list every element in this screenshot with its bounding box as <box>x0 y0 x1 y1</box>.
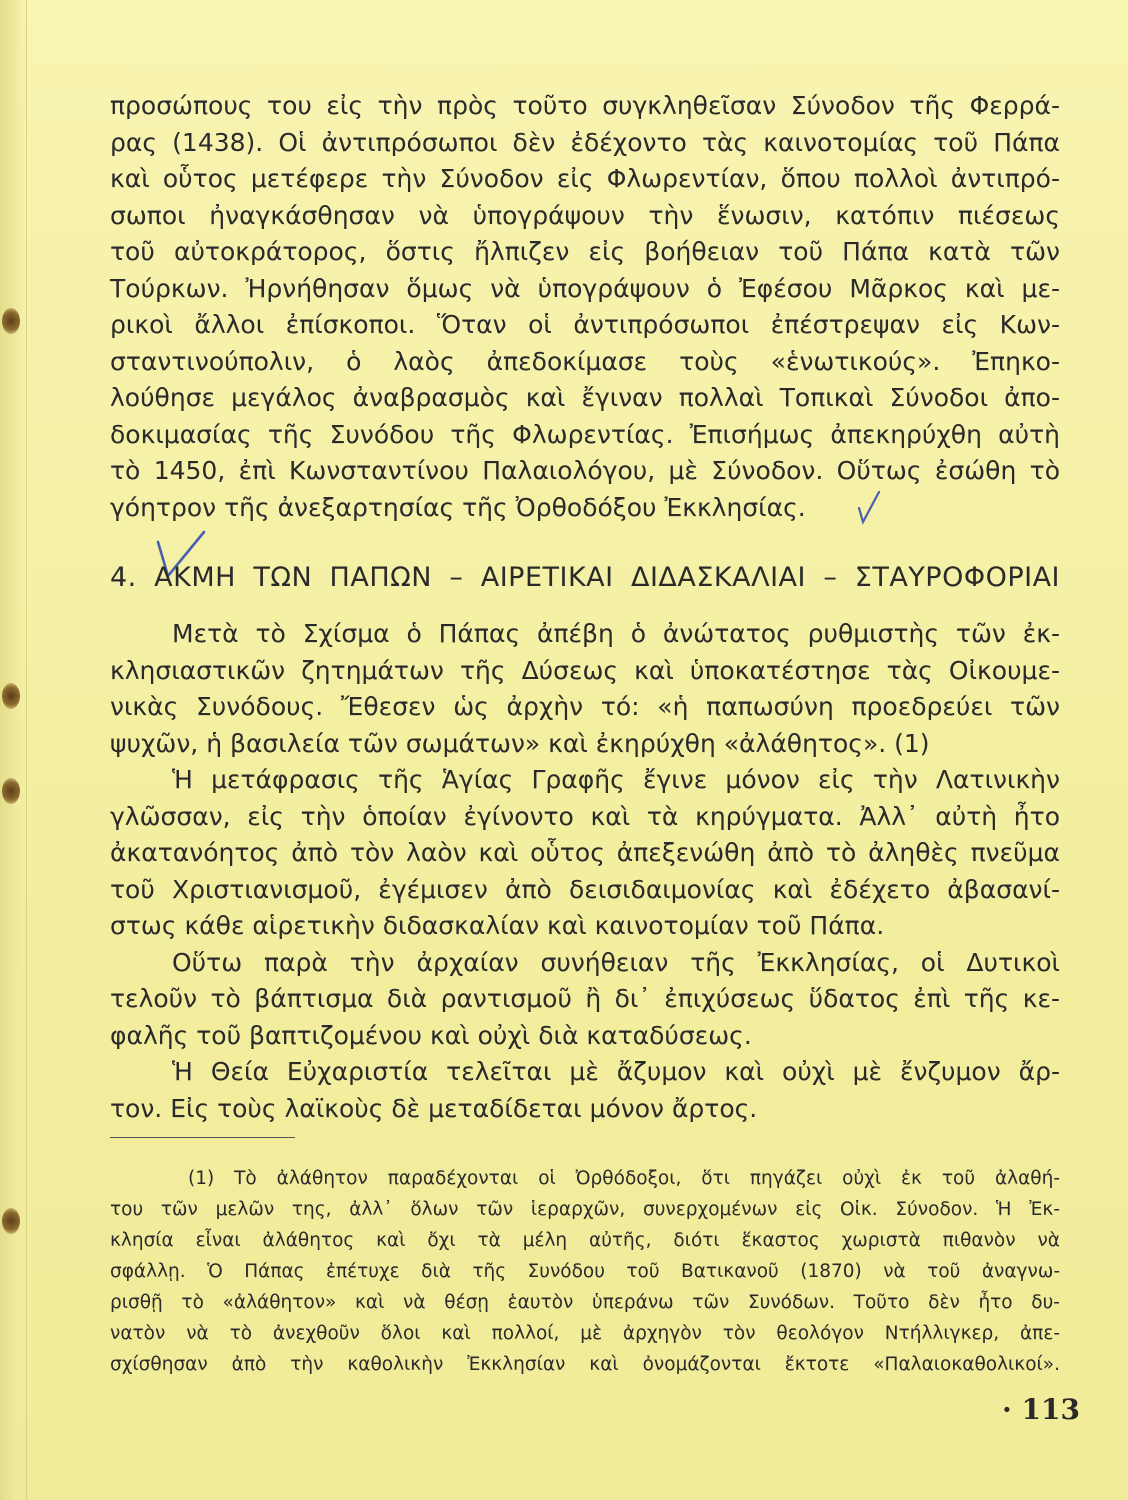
paragraph <box>110 762 1060 945</box>
binding-hole <box>2 1208 20 1234</box>
footnote-line: νατὸν νὰ τὸ ἀνεχθοῦν ὅλοι καὶ πολλοί, μὲ ἀρχηγὸν τὸν θεολόγον Ντήλλιγκερ, ἀπε- <box>110 1323 1060 1344</box>
text-line: ρικοὶ ἄλλοι ἐπίσκοποι. Ὅταν οἱ ἀντιπρόσωποι ἐπέστρεψαν εἰς Κων- <box>110 310 1060 339</box>
text-line: ἀκατανόητος ἀπὸ τὸν λαὸν καὶ οὗτος ἀπεξενώθη ἀπὸ τὸ ἀληθὲς πνεῦμα <box>110 838 1060 867</box>
text-line: φαλῆς τοῦ βαπτιζομένου καὶ οὐχὶ διὰ καταδύσεως. <box>110 1020 752 1050</box>
binding-hole <box>2 778 20 804</box>
text-line: καὶ οὗτος μετέφερε τὴν Σύνοδον εἰς Φλωρεντίαν, ὅπου πολλοὶ ἀντιπρό- <box>110 164 1060 193</box>
paragraph <box>110 945 1060 1055</box>
binding-hole <box>2 683 20 709</box>
footnote-line: του τῶν μελῶν της, ἀλλ᾽ ὅλων τῶν ἱεραρχῶν, συνερχομένων εἰς Οἰκ. Σύνοδον. Ἡ Ἐκ- <box>110 1199 1060 1220</box>
footnote-line: σχίσθησαν ἀπὸ τὴν καθολικὴν Ἐκκλησίαν καὶ ὀνομάζονται ἔκτοτε «Παλαιοκαθολικοί». <box>110 1354 1060 1375</box>
footnote-line: κλησία εἶναι ἀλάθητος καὶ ὄχι τὰ μέλη αὐτῆς, διότι ἕκαστος χωριστὰ πιθανὸν νὰ <box>110 1230 1060 1251</box>
text-line: δοκιμασίας τῆς Συνόδου τῆς Φλωρεντίας. Ἐπισήμως ἀπεκηρύχθη αὐτὴ <box>110 419 1060 449</box>
text-line: τὸ 1450, ἐπὶ Κωνσταντίνου Παλαιολόγου, μὲ Σύνοδον. Οὕτως ἐσώθη τὸ <box>110 456 1060 485</box>
text-line: σωποι ἠναγκάσθησαν νὰ ὑπογράψουν τὴν ἕνωσιν, κατόπιν πιέσεως <box>110 200 1060 230</box>
paragraph <box>110 1054 1060 1127</box>
text-line: νικὰς Συνόδους. Ἔθεσεν ὡς ἀρχὴν τό: «ἡ παπωσύνη προεδρεύει τῶν <box>110 692 1060 721</box>
footnote <box>110 1163 1060 1380</box>
main-text-block <box>110 88 1060 526</box>
text-line: Ἡ Θεία Εὐχαριστία τελεῖται μὲ ἄζυμον καὶ οὐχὶ μὲ ἔνζυμον ἄρ- <box>172 1057 1060 1086</box>
text-line: στως κάθε αἱρετικὴν διδασκαλίαν καὶ καινοτομίαν τοῦ Πάπα. <box>110 911 885 940</box>
text-line: τοῦ αὐτοκράτορος, ὅστις ἤλπιζεν εἰς βοήθειαν τοῦ Πάπα κατὰ τῶν <box>110 237 1060 266</box>
text-line: ρας (1438). Οἱ ἀντιπρόσωποι δὲν ἐδέχοντο τὰς καινοτομίας τοῦ Πάπα <box>110 127 1060 157</box>
text-line: προσώπους του εἰς τὴν πρὸς τοῦτο συγκληθεῖσαν Σύνοδον τῆς Φερρά- <box>110 91 1060 120</box>
paragraph <box>110 616 1060 762</box>
text-line: τον. Εἰς τοὺς λαϊκοὺς δὲ μεταδίδεται μόνον ἄρτος. <box>110 1093 758 1123</box>
footnote-line: (1) Τὸ ἀλάθητον παραδέχονται οἱ Ὀρθόδοξοι, ὅτι πηγάζει οὐχὶ ἐκ τοῦ ἀλαθή- <box>188 1168 1060 1189</box>
text-line: Τούρκων. Ἠρνήθησαν ὅμως νὰ ὑπογράψουν ὁ Ἐφέσου Μᾶρκος καὶ με- <box>110 273 1060 303</box>
text-line: κλησιαστικῶν ζητημάτων τῆς Δύσεως καὶ ὑποκατέστησε τὰς Οἰκουμε- <box>110 655 1060 685</box>
text-line: γλῶσσαν, εἰς τὴν ὁποίαν ἐγίνοντο καὶ τὰ κηρύγματα. Ἀλλ᾽ αὐτὴ ἦτο <box>110 801 1060 831</box>
text-line: τελοῦν τὸ βάπτισμα διὰ ραντισμοῦ ἢ δι᾽ ἐπιχύσεως ὕδατος ἐπὶ τῆς κε- <box>110 984 1060 1013</box>
section-heading: 4. ΑΚΜΗ ΤΩΝ ΠΑΠΩΝ – ΑΙΡΕΤΙΚΑΙ ΔΙΔΑΣΚΑΛΙΑΙ – ΣΤΑΥΡΟΦΟΡΙΑΙ <box>110 562 1060 593</box>
binding-hole <box>2 308 20 334</box>
text-line: γόητρον τῆς ἀνεξαρτησίας τῆς Ὀρθοδόξου Ἐκκλησίας. <box>110 492 806 522</box>
text-line: λούθησε μεγάλος ἀναβρασμὸς καὶ ἔγιναν πολλαὶ Τοπικαὶ Σύνοδοι ἀπο- <box>110 383 1060 412</box>
text-line: Οὕτω παρὰ τὴν ἀρχαίαν συνήθειαν τῆς Ἐκκλησίας, οἱ Δυτικοὶ <box>172 947 1060 977</box>
text-line: Μετὰ τὸ Σχίσμα ὁ Πάπας ἀπέβη ὁ ἀνώτατος ρυθμιστὴς τῶν ἐκ- <box>172 619 1060 648</box>
section-body <box>110 616 1060 1127</box>
text-line: σταντινούπολιν, ὁ λαὸς ἀπεδοκίμασε τοὺς «ἑνωτικούς». Ἐπηκο- <box>110 346 1060 376</box>
text-line: Ἡ μετάφρασις τῆς Ἁγίας Γραφῆς ἔγινε μόνον εἰς τὴν Λατινικὴν <box>172 765 1060 794</box>
binding-edge <box>0 0 27 1500</box>
footnote-line: ρισθῇ τὸ «ἀλάθητον» καὶ νὰ θέσῃ ἑαυτὸν ὑπεράνω τῶν Συνόδων. Τοῦτο δὲν ἦτο δυ- <box>110 1292 1060 1313</box>
text-line: τοῦ Χριστιανισμοῦ, ἐγέμισεν ἀπὸ δεισιδαιμονίας καὶ ἐδέχετο ἀβασανί- <box>110 874 1060 904</box>
footnote-divider <box>110 1137 295 1138</box>
page-number: · 113 <box>1002 1393 1080 1426</box>
footnote-line: σφάλλῃ. Ὁ Πάπας ἐπέτυχε διὰ τῆς Συνόδου τοῦ Βατικανοῦ (1870) νὰ τοῦ ἀναγνω- <box>110 1261 1060 1282</box>
text-line: ψυχῶν, ἡ βασιλεία τῶν σωμάτων» καὶ ἐκηρύχθη «ἀλάθητος». (1) <box>110 728 930 758</box>
pencil-checkmark-icon <box>855 488 885 528</box>
